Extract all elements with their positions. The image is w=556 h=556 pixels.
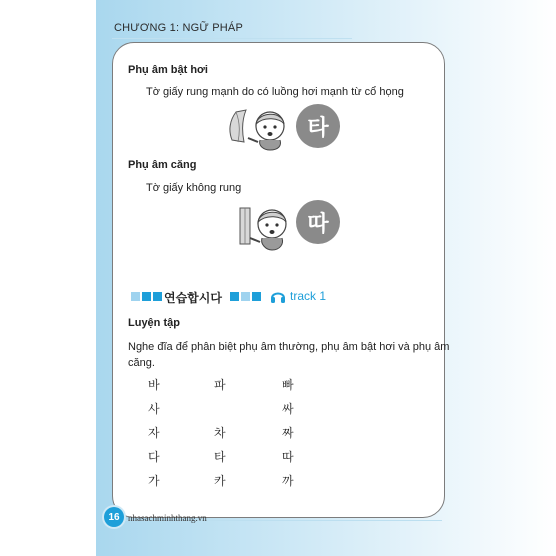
section-heading-aspirated: Phụ âm bật hơi bbox=[128, 64, 208, 76]
syllable-plain: 바 bbox=[148, 378, 160, 392]
girl-with-paper-illustration-aspirated bbox=[226, 104, 296, 154]
syllable-plain: 다 bbox=[148, 450, 160, 464]
syllable-plain: 가 bbox=[148, 474, 160, 488]
practice-instruction-line1: Nghe đĩa để phân biệt phụ âm thường, phụ âm bật hơi và phụ âm bbox=[128, 341, 450, 353]
practice-heading: Luyện tập bbox=[128, 317, 180, 329]
audio-track-link[interactable] bbox=[270, 288, 326, 304]
tense-letter-bubble: 따 bbox=[296, 200, 340, 244]
syllable-plain: 자 bbox=[148, 426, 160, 440]
syllable-aspirated: 파 bbox=[214, 378, 226, 392]
syllable-tense: 싸 bbox=[282, 402, 294, 416]
syllable-aspirated: 차 bbox=[214, 426, 226, 440]
aspirated-letter-bubble: 타 bbox=[296, 104, 340, 148]
header-divider bbox=[112, 38, 352, 39]
practice-title: 연습합시다 bbox=[164, 291, 222, 305]
syllable-aspirated: 타 bbox=[214, 450, 226, 464]
publisher-site: nhasachminhthang.vn bbox=[128, 513, 207, 523]
decor-square bbox=[241, 292, 250, 301]
page-number-badge: 16 bbox=[104, 507, 124, 527]
decor-square bbox=[142, 292, 151, 301]
syllable-plain: 사 bbox=[148, 402, 160, 416]
chapter-header: CHƯƠNG 1: NGỮ PHÁP bbox=[114, 22, 244, 34]
decor-square bbox=[131, 292, 140, 301]
section-heading-tense: Phụ âm căng bbox=[128, 159, 197, 171]
practice-instruction-line2: căng. bbox=[128, 357, 155, 369]
decor-square bbox=[230, 292, 239, 301]
syllable-tense: 까 bbox=[282, 474, 294, 488]
syllable-tense: 짜 bbox=[282, 426, 294, 440]
girl-with-paper-illustration-tense bbox=[230, 202, 296, 254]
section-text-aspirated: Tờ giấy rung mạnh do có luồng hơi mạnh từ cổ họng bbox=[146, 86, 404, 98]
headphones-icon bbox=[270, 288, 286, 304]
track-label: track 1 bbox=[290, 289, 327, 303]
decor-square bbox=[252, 292, 261, 301]
section-text-tense: Tờ giấy không rung bbox=[146, 182, 242, 194]
decor-square bbox=[153, 292, 162, 301]
syllable-tense: 빠 bbox=[282, 378, 294, 392]
syllable-aspirated: 카 bbox=[214, 474, 226, 488]
syllable-tense: 따 bbox=[282, 450, 294, 464]
